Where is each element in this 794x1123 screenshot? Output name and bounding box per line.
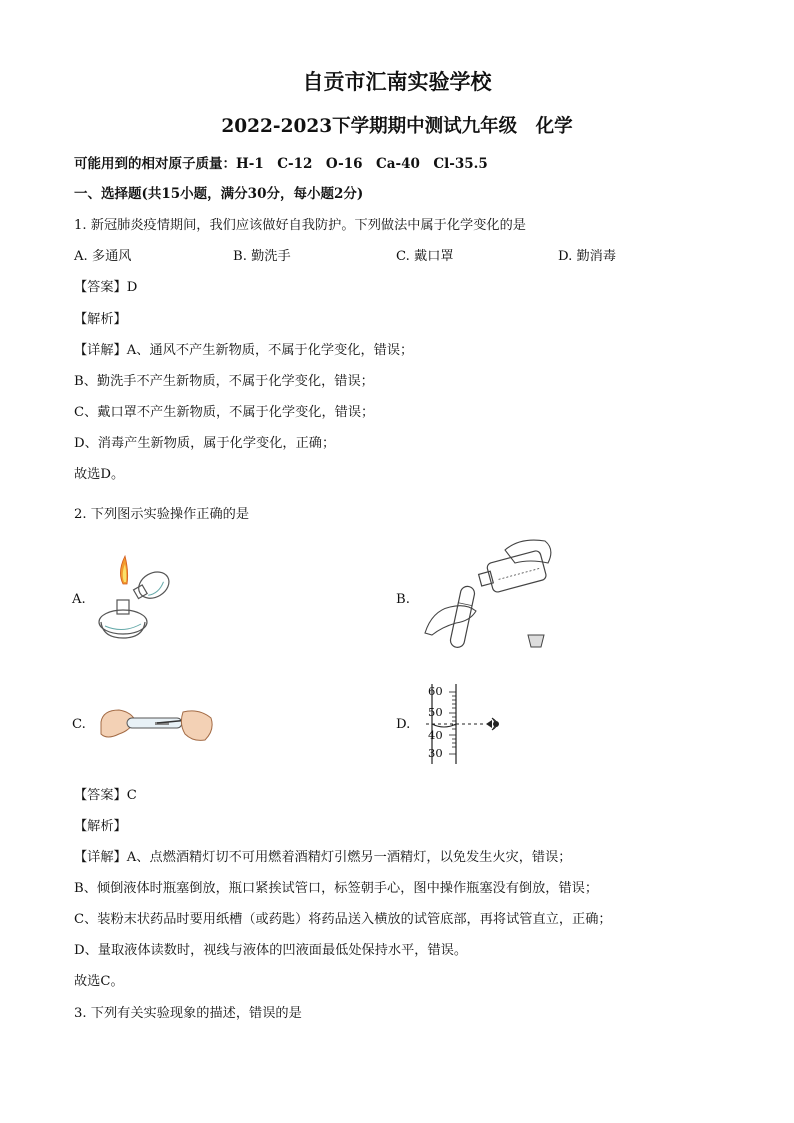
section-heading: 一、选择题(共15小题，满分30分，每小题2分): [74, 186, 364, 202]
q2-detail-line: D、量取液体读数时，视线与液体的凹液面最低处保持水平，错误。: [74, 943, 468, 958]
q2-detail-line: 故选C。: [74, 974, 124, 989]
q2-detail-line: B、倾倒液体时瓶塞倒放，瓶口紧挨试管口，标签朝手心，图中操作瓶塞没有倒放，错误；: [74, 881, 598, 896]
q1-option-a: A. 多通风: [74, 249, 132, 264]
cylinder-tick-50: 50: [428, 705, 443, 719]
q1-detail-line: B、勤洗手不产生新物质，不属于化学变化，错误；: [74, 374, 374, 389]
q2-detail-line: 【详解】A、点燃酒精灯切不可用燃着酒精灯引燃另一酒精灯，以免发生火灾，错误；: [74, 850, 572, 865]
alcohol-lamp-figure: [93, 550, 183, 645]
q1-detail-line: 【详解】A、通风不产生新物质，不属于化学变化，错误；: [74, 343, 414, 358]
q1-detail-line: C、戴口罩不产生新物质，不属于化学变化，错误；: [74, 405, 375, 420]
school-title: 自贡市汇南实验学校: [302, 69, 492, 94]
q1-answer: 【答案】D: [74, 280, 138, 295]
q2-detail-line: C、装粉末状药品时要用纸槽（或药匙）将药品送入横放的试管底部，再将试管直立，正确；: [74, 912, 612, 927]
q2-label-b: B.: [396, 592, 410, 607]
exam-title: 2022-2023下学期期中测试九年级 化学: [221, 116, 573, 137]
question-3-stem: 3. 下列有关实验现象的描述，错误的是: [74, 1006, 302, 1021]
question-1-stem: 1. 新冠肺炎疫情期间，我们应该做好自我防护。下列做法中属于化学变化的是: [74, 218, 526, 233]
atomic-masses: 可能用到的相对原子质量：H-1 C-12 O-16 Ca-40 Cl-35.5: [74, 156, 488, 172]
q2-analysis-label: 【解析】: [74, 819, 127, 834]
question-2-stem: 2. 下列图示实验操作正确的是: [74, 507, 250, 522]
q2-label-c: C.: [72, 717, 86, 732]
q1-detail-line: 故选D。: [74, 467, 125, 482]
q1-option-d: D. 勤消毒: [558, 249, 617, 264]
q2-label-a: A.: [72, 592, 86, 607]
powder-in-tube-figure: [97, 700, 215, 748]
q2-label-d: D.: [396, 717, 411, 732]
q1-option-c: C. 戴口罩: [396, 249, 454, 264]
pouring-liquid-figure: [420, 535, 560, 660]
q2-answer: 【答案】C: [74, 788, 137, 803]
q1-analysis-label: 【解析】: [74, 312, 127, 327]
cylinder-tick-60: 60: [428, 684, 443, 698]
cylinder-tick-40: 40: [428, 728, 443, 742]
q1-detail-line: D、消毒产生新物质，属于化学变化，正确；: [74, 436, 336, 451]
q1-option-b: B. 勤洗手: [233, 249, 291, 264]
cylinder-tick-30: 30: [428, 746, 443, 760]
